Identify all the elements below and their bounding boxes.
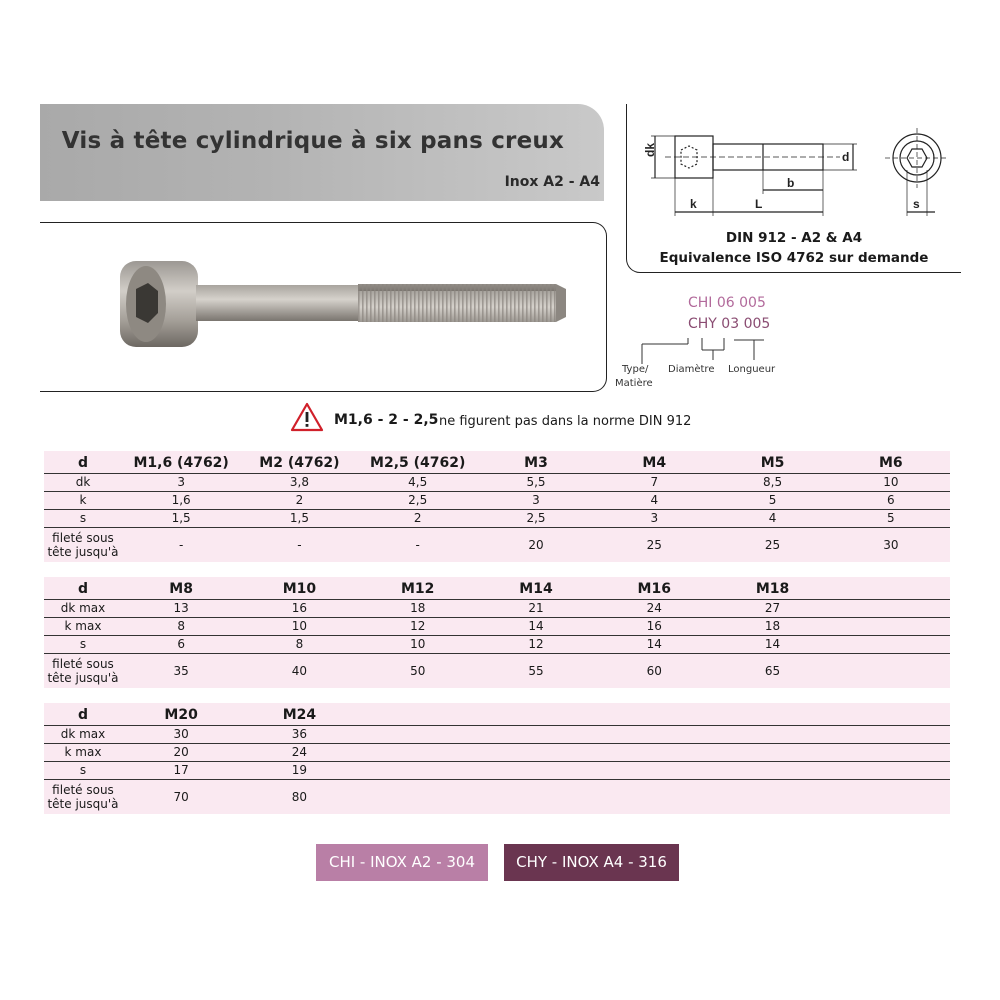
table-cell: [832, 762, 950, 780]
table-cell: 10: [832, 474, 950, 492]
table-cell: M1,6 (4762): [133, 455, 229, 471]
table-cell: [477, 762, 595, 780]
table-cell: 55: [477, 654, 595, 689]
table-cell: M6: [879, 455, 903, 471]
table-cell: [477, 703, 595, 726]
table-cell: 13: [122, 600, 240, 618]
table-cell: 25: [595, 528, 713, 563]
table-cell: 16: [595, 618, 713, 636]
table-cell: -: [122, 528, 240, 563]
table-row: [44, 618, 950, 636]
table-cell: 25: [713, 528, 831, 563]
table-cell: [595, 780, 713, 815]
table-cell: 21: [477, 600, 595, 618]
table-cell: 20: [122, 744, 240, 762]
table-cell: M18: [755, 581, 790, 597]
table-cell: 1,6: [122, 492, 240, 510]
table-cell: M3: [524, 455, 548, 471]
table-cell: [477, 744, 595, 762]
table-cell: M16: [637, 581, 671, 597]
table-cell: s: [44, 510, 122, 528]
table-cell: 3: [122, 474, 240, 492]
table-row: [44, 654, 950, 689]
table-cell: 20: [477, 528, 595, 563]
table-cell: 50: [359, 654, 477, 689]
table-cell: 27: [713, 600, 831, 618]
table-cell: 10: [359, 636, 477, 654]
page-subtitle: Inox A2 - A4: [504, 174, 600, 190]
table-cell: 3: [477, 492, 595, 510]
table-cell: 24: [240, 744, 358, 762]
table-cell: 18: [359, 600, 477, 618]
table-cell: M24: [282, 707, 317, 723]
table-cell: M4: [642, 455, 667, 471]
table-cell: 14: [595, 636, 713, 654]
table-cell: 40: [240, 654, 358, 689]
table-cell: fileté sous tête jusqu'à: [44, 528, 122, 563]
table-row: [44, 762, 950, 780]
table-cell: 19: [240, 762, 358, 780]
legend-type: Type/: [622, 364, 649, 375]
warning-triangle-icon: [290, 402, 324, 432]
code-example-a4: CHY 03 005: [688, 316, 771, 332]
table-cell: 12: [359, 618, 477, 636]
table-cell: [359, 703, 477, 726]
dimension-table-1: [44, 451, 950, 562]
table-cell: [595, 744, 713, 762]
table-cell: 60: [595, 654, 713, 689]
table-cell: [359, 726, 477, 744]
table-row: [44, 474, 950, 492]
table-cell: [832, 577, 950, 600]
table-row: [44, 636, 950, 654]
label-b: b: [787, 176, 795, 190]
table-cell: 3,8: [240, 474, 358, 492]
table-row: [44, 510, 950, 528]
table-cell: [595, 703, 713, 726]
table-cell: fileté sous tête jusqu'à: [44, 654, 122, 689]
table-cell: [477, 726, 595, 744]
table-cell: 8,5: [713, 474, 831, 492]
table-header-row: [44, 451, 950, 474]
table-cell: M12: [400, 581, 435, 597]
label-dk: dk: [643, 142, 657, 157]
table-cell: 1,5: [122, 510, 240, 528]
table-cell: d: [77, 455, 89, 471]
table-cell: k max: [44, 618, 122, 636]
table-cell: 2: [359, 510, 477, 528]
table-cell: [359, 762, 477, 780]
table-cell: [832, 744, 950, 762]
table-cell: dk max: [44, 726, 122, 744]
table-cell: 80: [240, 780, 358, 815]
table-cell: [832, 780, 950, 815]
table-header-row: [44, 703, 950, 726]
table-cell: 70: [122, 780, 240, 815]
table-cell: 36: [240, 726, 358, 744]
table-cell: M10: [282, 581, 317, 597]
label-d: d: [842, 150, 850, 164]
table-cell: 3: [595, 510, 713, 528]
standard-title: DIN 912 - A2 & A4: [725, 230, 863, 246]
table-cell: dk max: [44, 600, 122, 618]
legend-length: Longueur: [728, 364, 776, 375]
table-cell: k max: [44, 744, 122, 762]
table-cell: 6: [122, 636, 240, 654]
table-cell: 2,5: [359, 492, 477, 510]
table-cell: 65: [713, 654, 831, 689]
table-cell: -: [240, 528, 358, 563]
table-cell: M14: [519, 581, 553, 597]
table-row: [44, 780, 950, 815]
dimension-table-3: [44, 703, 950, 814]
table-cell: M2 (4762): [259, 455, 340, 471]
table-cell: s: [44, 762, 122, 780]
table-cell: [832, 618, 950, 636]
table-cell: -: [359, 528, 477, 563]
table-cell: 4: [595, 492, 713, 510]
table-cell: 7: [595, 474, 713, 492]
table-cell: M5: [760, 455, 785, 471]
table-cell: [832, 636, 950, 654]
table-cell: [832, 726, 950, 744]
table-cell: [713, 703, 831, 726]
table-cell: [477, 780, 595, 815]
table-cell: d: [77, 707, 89, 723]
table-cell: 8: [122, 618, 240, 636]
legend-material: Matière: [615, 378, 653, 389]
table-cell: dk: [44, 474, 122, 492]
table-cell: [595, 762, 713, 780]
table-cell: 1,5: [240, 510, 358, 528]
table-cell: [713, 762, 831, 780]
table-cell: 5: [832, 510, 950, 528]
code-legend-brackets: [624, 336, 774, 366]
table-cell: 17: [122, 762, 240, 780]
table-cell: [713, 726, 831, 744]
product-photo-frame: [40, 222, 607, 392]
table-cell: 12: [477, 636, 595, 654]
legend-diameter: Diamètre: [668, 364, 715, 375]
table-cell: 30: [832, 528, 950, 563]
label-L: L: [755, 197, 763, 211]
table-cell: k: [44, 492, 122, 510]
table-cell: d: [77, 581, 89, 597]
screw-drawing: [635, 118, 961, 226]
table-cell: [595, 726, 713, 744]
table-cell: [359, 744, 477, 762]
table-cell: 4: [713, 510, 831, 528]
table-cell: 8: [240, 636, 358, 654]
table-cell: 2: [240, 492, 358, 510]
table-cell: [832, 600, 950, 618]
table-row: [44, 600, 950, 618]
table-cell: 5: [713, 492, 831, 510]
table-cell: 24: [595, 600, 713, 618]
table-cell: [359, 780, 477, 815]
warning-sizes: M1,6 - 2 - 2,5: [334, 412, 439, 428]
technical-diagram: [626, 104, 961, 273]
table-cell: M8: [169, 581, 193, 597]
table-cell: [713, 780, 831, 815]
material-badge-a4: CHY - INOX A4 - 316: [504, 844, 679, 881]
dimension-table-2: [44, 577, 950, 688]
table-cell: s: [44, 636, 122, 654]
table-cell: 4,5: [359, 474, 477, 492]
table-cell: fileté sous tête jusqu'à: [44, 780, 122, 815]
table-row: [44, 528, 950, 563]
table-cell: 14: [713, 636, 831, 654]
table-cell: 30: [122, 726, 240, 744]
table-cell: 2,5: [477, 510, 595, 528]
table-cell: 18: [713, 618, 831, 636]
table-cell: 5,5: [477, 474, 595, 492]
table-cell: 6: [832, 492, 950, 510]
table-row: [44, 726, 950, 744]
table-row: [44, 492, 950, 510]
table-cell: 14: [477, 618, 595, 636]
label-k: k: [690, 197, 697, 211]
table-cell: M2,5 (4762): [370, 455, 466, 471]
table-header-row: [44, 577, 950, 600]
table-cell: [832, 703, 950, 726]
code-example-a2: CHI 06 005: [688, 295, 766, 311]
standard-equivalence: Equivalence ISO 4762 sur demande: [659, 250, 929, 266]
table-cell: [832, 654, 950, 689]
title-banner: [40, 104, 604, 201]
table-cell: 10: [240, 618, 358, 636]
page-title: Vis à tête cylindrique à six pans creux: [61, 128, 564, 154]
table-cell: [713, 744, 831, 762]
label-s: s: [913, 197, 920, 211]
warning-text: ne figurent pas dans la norme DIN 912: [439, 414, 692, 429]
table-cell: 35: [122, 654, 240, 689]
material-badge-a2: CHI - INOX A2 - 304: [316, 844, 488, 881]
table-cell: M20: [164, 707, 198, 723]
table-cell: 16: [240, 600, 358, 618]
screw-photo: [110, 251, 580, 359]
table-row: [44, 744, 950, 762]
warning-note: [290, 402, 692, 432]
